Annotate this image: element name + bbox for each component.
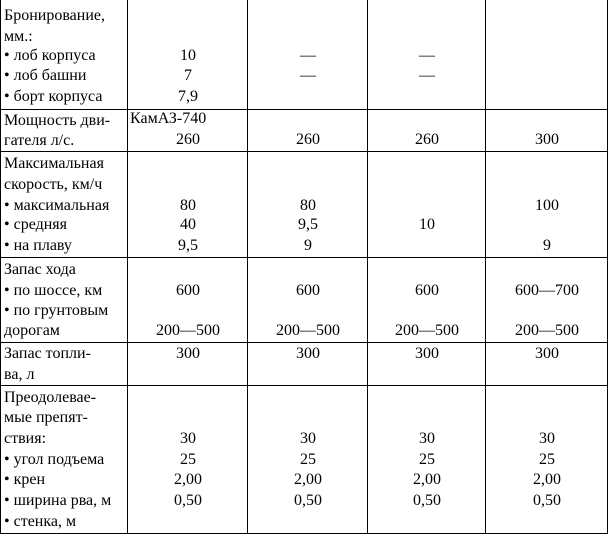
table-cell: 200—500 bbox=[156, 322, 220, 339]
section-title: ствия: bbox=[4, 430, 47, 447]
table-cell: 300 bbox=[535, 131, 559, 148]
table-cell bbox=[486, 87, 608, 107]
table-cell: — bbox=[419, 67, 435, 84]
row-label: • по шоссе, км bbox=[4, 282, 103, 299]
row-label: • средняя bbox=[4, 216, 68, 233]
table-cell: 9 bbox=[304, 237, 312, 254]
table-cell: 0,50 bbox=[413, 492, 441, 509]
table-cell: 2,00 bbox=[533, 471, 561, 488]
row-divider bbox=[0, 385, 608, 386]
table-cell: — bbox=[300, 47, 316, 64]
table-cell: 600—700 bbox=[515, 282, 579, 299]
table-cell: 25 bbox=[539, 451, 555, 468]
table-cell: — bbox=[419, 47, 435, 64]
section-title: Запас хода bbox=[4, 261, 76, 278]
row-label: • угол подъема bbox=[4, 451, 105, 468]
table-cell bbox=[486, 215, 608, 235]
table-border-bottom bbox=[0, 533, 608, 534]
row-label: • лоб башни bbox=[4, 67, 87, 84]
row-divider bbox=[0, 109, 608, 110]
table-cell: 30 bbox=[539, 430, 555, 447]
row-divider bbox=[0, 342, 608, 343]
table-cell: 600 bbox=[296, 282, 320, 299]
section-title: мм.: bbox=[4, 28, 33, 45]
table-cell: 80 bbox=[180, 197, 196, 214]
table-cell: 10 bbox=[419, 216, 435, 233]
table-cell: 80 bbox=[300, 197, 316, 214]
table-cell: 25 bbox=[419, 451, 435, 468]
row-label: Мощность дви- bbox=[4, 112, 111, 129]
table-cell: 100 bbox=[535, 197, 559, 214]
row-label: ва, л bbox=[4, 366, 35, 383]
table-cell bbox=[368, 236, 486, 256]
table-cell: 40 bbox=[180, 216, 196, 233]
row-label: • борт корпуса bbox=[4, 88, 103, 105]
table-cell: 300 bbox=[176, 345, 200, 362]
table-cell bbox=[368, 196, 486, 216]
table-cell: 300 bbox=[535, 345, 559, 362]
section-title: Максимальная bbox=[4, 155, 104, 172]
table-cell: 260 bbox=[415, 131, 439, 148]
section-title: мые препят- bbox=[4, 409, 88, 426]
table-cell: 300 bbox=[415, 345, 439, 362]
table-cell bbox=[486, 66, 608, 86]
section-title: Бронирование, bbox=[4, 7, 105, 24]
table-cell: 25 bbox=[180, 451, 196, 468]
table-cell: 2,00 bbox=[294, 471, 322, 488]
table-cell: 260 bbox=[296, 131, 320, 148]
table-cell: 7,9 bbox=[178, 88, 198, 105]
table-cell: 9 bbox=[543, 237, 551, 254]
table-cell: 0,50 bbox=[174, 492, 202, 509]
table-cell: 2,00 bbox=[413, 471, 441, 488]
table-cell: 200—500 bbox=[515, 322, 579, 339]
table-cell: 300 bbox=[296, 345, 320, 362]
row-divider bbox=[0, 257, 608, 258]
row-divider bbox=[0, 151, 608, 152]
table-cell: 600 bbox=[176, 282, 200, 299]
table-cell: 25 bbox=[300, 451, 316, 468]
row-label: дорогам bbox=[4, 322, 60, 339]
row-label: Запас топли- bbox=[4, 345, 91, 362]
row-label: • на плаву bbox=[4, 237, 72, 254]
row-label: • максимальная bbox=[4, 197, 110, 214]
table-cell: 0,50 bbox=[533, 492, 561, 509]
table-cell bbox=[368, 87, 486, 107]
table-cell: 9,5 bbox=[298, 216, 318, 233]
engine-model: КамАЗ-740 bbox=[130, 110, 207, 127]
table-cell: — bbox=[300, 67, 316, 84]
table-cell: 260 bbox=[176, 131, 200, 148]
table-cell bbox=[248, 87, 368, 107]
table-border-left bbox=[0, 0, 1, 534]
table-cell: 30 bbox=[419, 430, 435, 447]
row-label: • по грунтовым bbox=[4, 302, 109, 319]
row-label: • крен bbox=[4, 471, 46, 488]
table-cell: 30 bbox=[300, 430, 316, 447]
section-title: скорость, км/ч bbox=[4, 176, 103, 193]
table-cell: 30 bbox=[180, 430, 196, 447]
table-cell: 7 bbox=[184, 67, 192, 84]
table-cell: 200—500 bbox=[395, 322, 459, 339]
row-label: • лоб корпуса bbox=[4, 47, 96, 64]
row-label: • ширина рва, м bbox=[4, 492, 112, 509]
row-label: • стенка, м bbox=[4, 513, 77, 530]
row-label: гателя л/с. bbox=[4, 132, 75, 149]
table-cell: 2,00 bbox=[174, 471, 202, 488]
table-cell: 600 bbox=[415, 282, 439, 299]
table-cell bbox=[486, 46, 608, 66]
table-cell: 10 bbox=[180, 47, 196, 64]
section-title: Преодолевае- bbox=[4, 389, 97, 406]
table-cell: 9,5 bbox=[178, 237, 198, 254]
table-cell: 0,50 bbox=[294, 492, 322, 509]
table-cell: 200—500 bbox=[276, 322, 340, 339]
